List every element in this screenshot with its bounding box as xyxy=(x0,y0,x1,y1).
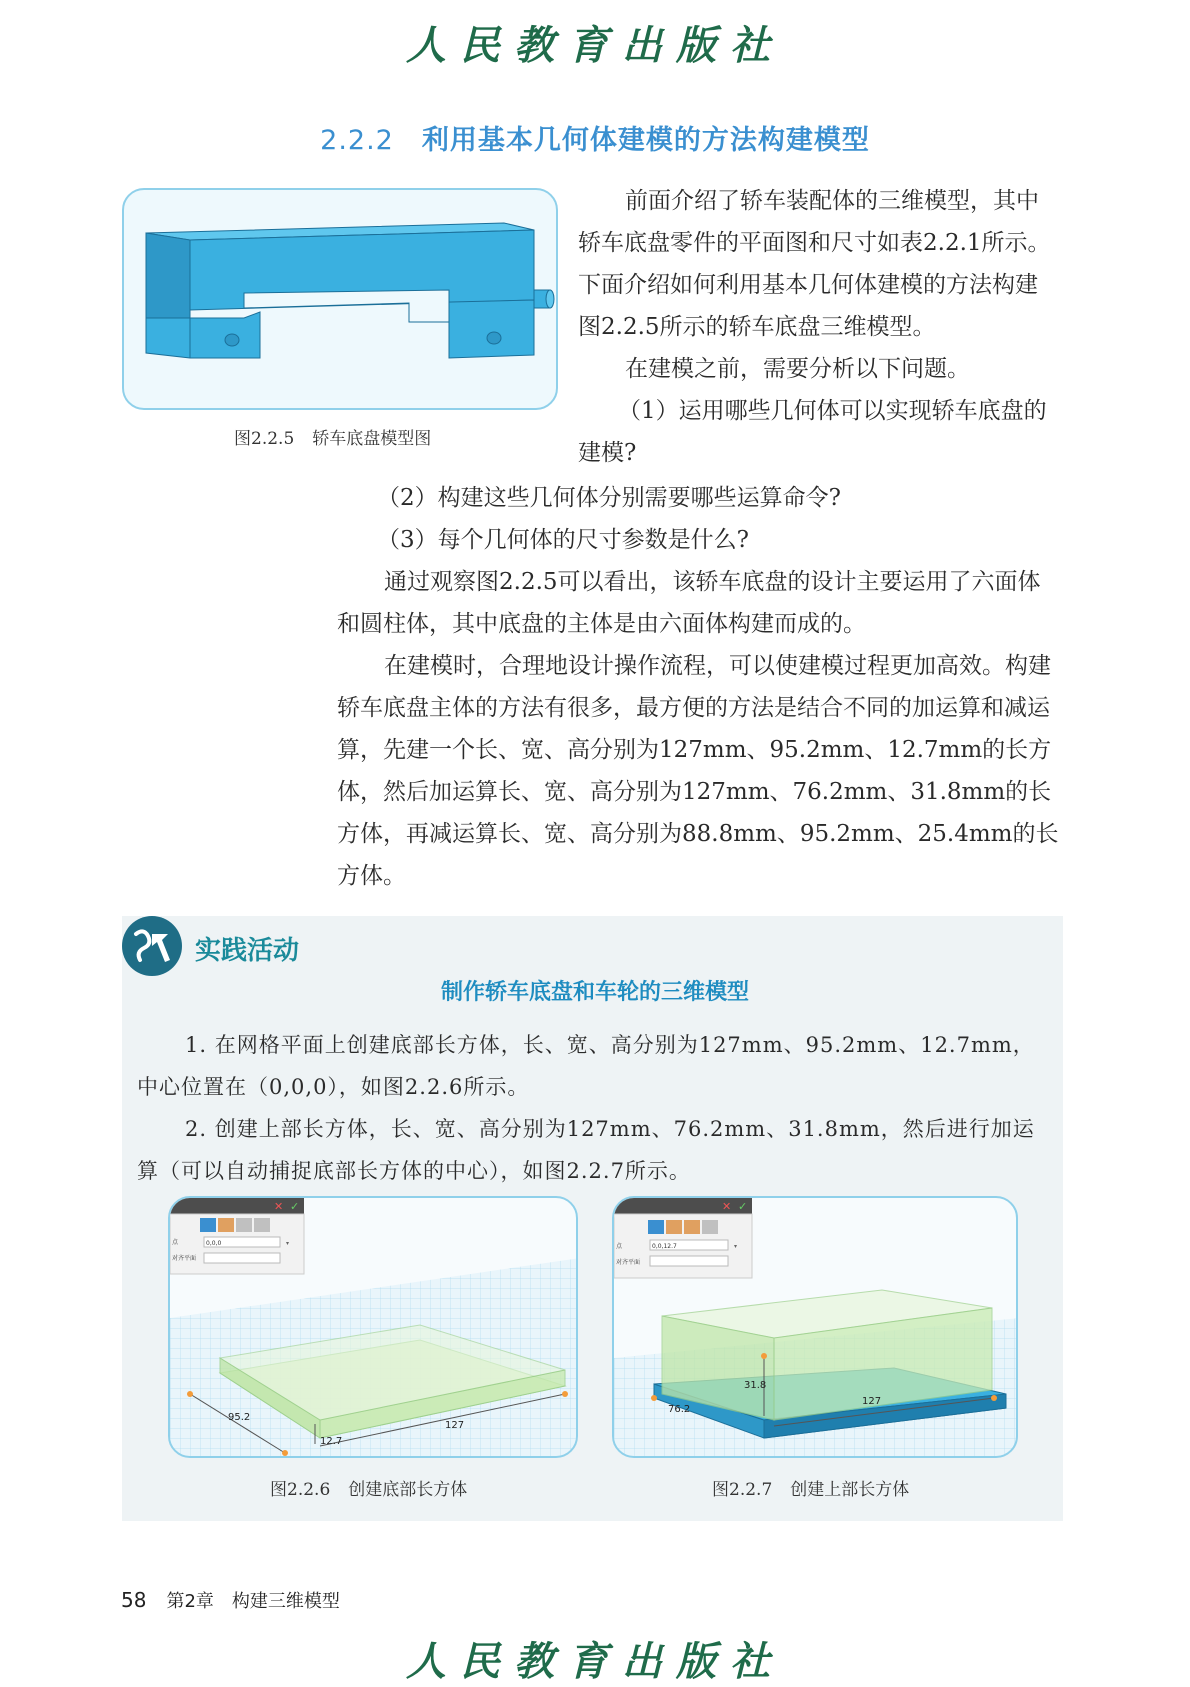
figure-caption xyxy=(234,424,431,449)
bottom-box-drawing xyxy=(170,1198,578,1458)
page-footer xyxy=(121,1587,340,1613)
section-title xyxy=(0,118,1190,157)
figure-title: 创建底部长方体 xyxy=(348,1480,468,1500)
paragraph: （1）运用哪些几何体可以实现轿车底盘的建模? xyxy=(578,398,1047,466)
subtract-tool-icon[interactable] xyxy=(236,1218,252,1232)
plane-input[interactable] xyxy=(650,1256,728,1266)
figure-title: 创建上部长方体 xyxy=(790,1480,910,1500)
add-tool-icon[interactable] xyxy=(218,1218,234,1232)
publisher-logo: 人民教育出版社 xyxy=(406,22,784,69)
section-title-text: 利用基本几何体建模的方法构建模型 xyxy=(421,125,870,156)
figure-caption xyxy=(270,1475,467,1500)
chapter-number: 第2章 xyxy=(166,1591,214,1612)
chevron-down-icon[interactable]: ▾ xyxy=(734,1243,738,1250)
confirm-icon[interactable]: ✓ xyxy=(290,1200,300,1213)
paragraph: 通过观察图2.2.5可以看出，该轿车底盘的设计主要运用了六面体和圆柱体，其中底盘的主体是由六面体构建而成的。 xyxy=(337,569,1041,637)
figure-number: 图2.2.7 xyxy=(712,1480,773,1500)
practice-title: 实践活动 xyxy=(195,936,300,966)
paragraph: （3）每个几何体的尺寸参数是什么? xyxy=(377,527,749,553)
practice-steps xyxy=(137,1024,1041,1192)
plane-label: 对齐平面 xyxy=(172,1255,197,1262)
intersect-tool-icon[interactable] xyxy=(254,1218,270,1232)
dim-height-label: 12.7 xyxy=(320,1436,343,1447)
top-box-drawing xyxy=(614,1198,1018,1458)
analysis-text xyxy=(337,477,1061,897)
figure-top-box xyxy=(612,1196,1018,1458)
practice-subtitle: 制作轿车底盘和车轮的三维模型 xyxy=(440,980,749,1005)
chevron-down-icon[interactable]: ▾ xyxy=(286,1240,290,1247)
intro-text xyxy=(578,180,1060,474)
plane-label: 对齐平面 xyxy=(616,1259,641,1266)
dim-height-label: 31.8 xyxy=(744,1380,767,1391)
close-icon[interactable]: ✕ xyxy=(722,1200,732,1213)
point-input-value: 0,0,0 xyxy=(206,1240,222,1247)
figure-chassis-model xyxy=(122,188,558,410)
plane-input[interactable] xyxy=(204,1253,280,1263)
close-icon[interactable]: ✕ xyxy=(274,1200,284,1213)
confirm-icon[interactable]: ✓ xyxy=(738,1200,748,1213)
intersect-tool-icon[interactable] xyxy=(702,1220,718,1234)
practice-step: 1. 在网格平面上创建底部长方体，长、宽、高分别为127mm、95.2mm、12.7mm，中心位置在（0,0,0），如图2.2.6所示。 xyxy=(137,1033,1035,1099)
subtract-tool-icon[interactable] xyxy=(684,1220,700,1234)
box-tool-icon[interactable] xyxy=(648,1220,664,1234)
paragraph: 在建模时，合理地设计操作流程，可以使建模过程更加高效。构建轿车底盘主体的方法有很多，最方便的方法是结合不同的加运算和减运算，先建一个长、宽、高分别为127mm、95.2mm、12.7mm的长方体，然后加运算长、宽、高分别为127mm、76.2mm、31.8mm的长方体，再减运算长、宽、高分别为88.8mm、95.2mm、25.4mm的长方体。 xyxy=(337,653,1059,889)
dim-length-label: 127 xyxy=(445,1420,465,1431)
paragraph: 前面介绍了轿车装配体的三维模型，其中轿车底盘零件的平面图和尺寸如表2.2.1所示。下面介绍如何利用基本几何体建模的方法构建图2.2.5所示的轿车底盘三维模型。 xyxy=(578,188,1051,340)
figure-bottom-box xyxy=(168,1196,578,1458)
paragraph: （2）构建这些几何体分别需要哪些运算命令? xyxy=(377,485,841,511)
dim-length-label: 127 xyxy=(862,1396,882,1407)
chassis-model-drawing xyxy=(124,190,558,410)
figure-title: 轿车底盘模型图 xyxy=(312,429,432,449)
paragraph: 在建模之前，需要分析以下问题。 xyxy=(625,356,970,382)
figure-number: 图2.2.5 xyxy=(234,429,295,449)
figure-caption xyxy=(712,1475,909,1500)
practice-step: 2. 创建上部长方体，长、宽、高分别为127mm、76.2mm、31.8mm，然后进行加运算（可以自动捕捉底部长方体的中心），如图2.2.7所示。 xyxy=(137,1117,1035,1183)
figure-number: 图2.2.6 xyxy=(270,1480,331,1500)
box-tool-icon[interactable] xyxy=(200,1218,216,1232)
dim-width-label: 95.2 xyxy=(228,1412,251,1423)
page-number: 58 xyxy=(121,1588,147,1612)
publisher-logo: 人民教育出版社 xyxy=(406,1638,784,1685)
point-label: 点 xyxy=(172,1239,179,1246)
section-number: 2.2.2 xyxy=(320,125,394,156)
add-tool-icon[interactable] xyxy=(666,1220,682,1234)
point-input-value: 0,0,12.7 xyxy=(652,1243,677,1250)
chapter-title: 构建三维模型 xyxy=(231,1591,340,1612)
dim-width-label: 76.2 xyxy=(668,1404,691,1415)
point-label: 点 xyxy=(616,1243,623,1250)
tools-icon xyxy=(122,916,182,976)
